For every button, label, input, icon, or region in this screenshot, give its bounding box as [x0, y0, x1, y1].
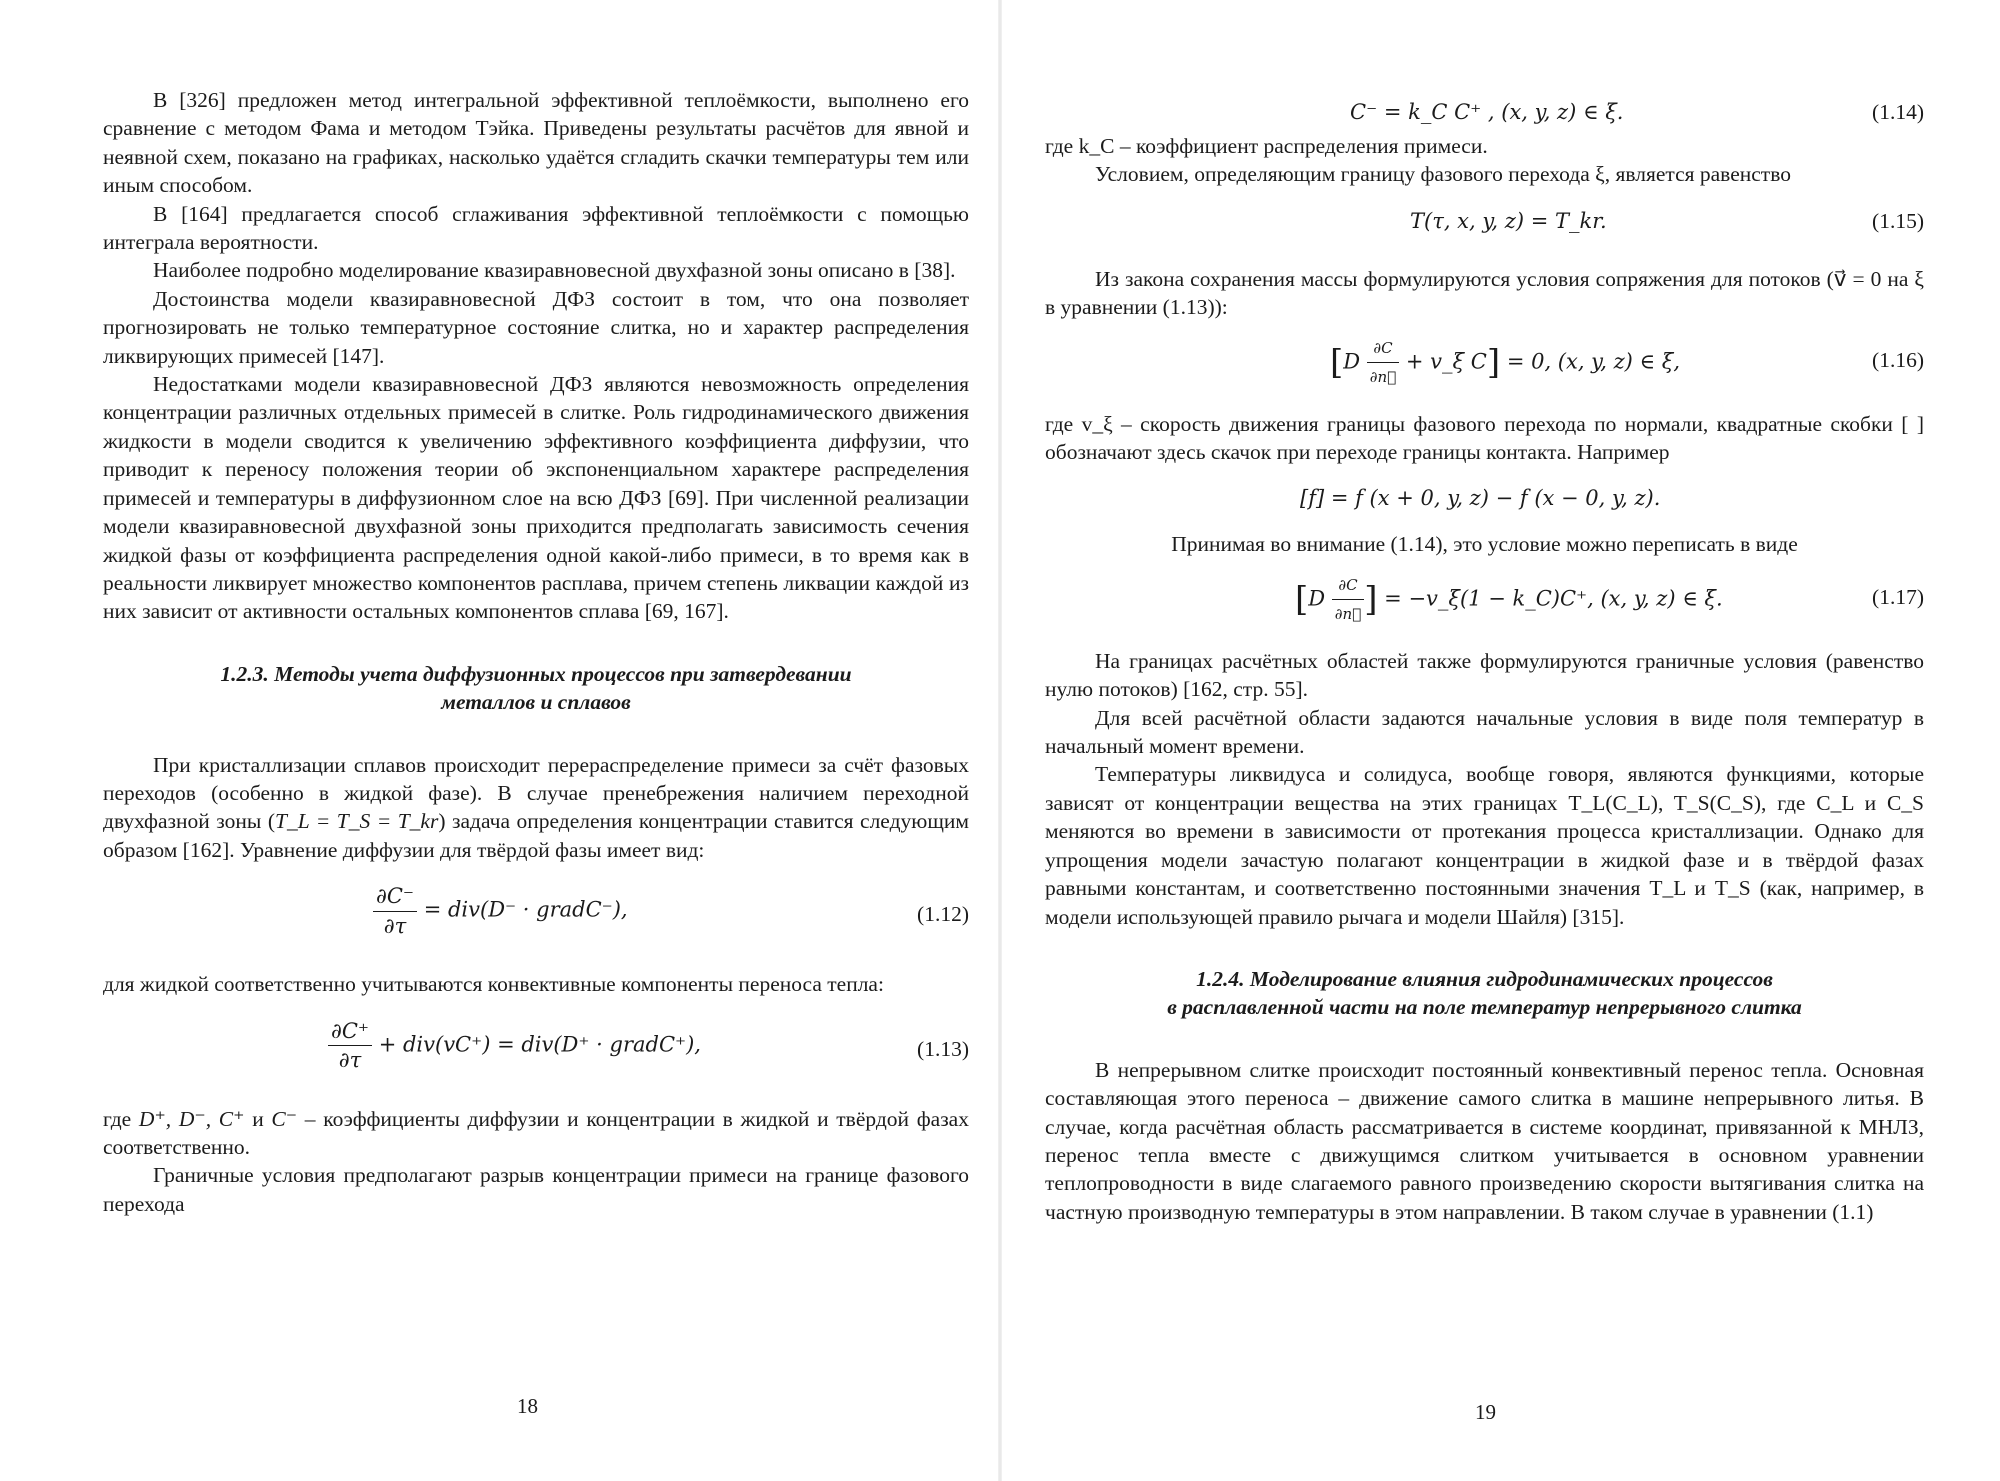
- equation-number: (1.14): [1872, 100, 1924, 124]
- paragraph: Температуры ликвидуса и солидуса, вообще говоря, являются функциями, которые зависят от концентрации вещества на этих границах T_L(C_L), T_S(C_S), где C_L и C_S меняются во времени в зависимости от протекания процесса кристаллизации. Однако для упрощения модели зачастую полагают концентрации в жидкой фазе и в твёрдой фазах равными константам, и соответственно постоянными значения T_L и T_S (как, например, в модели использующей правило рычага и модели Шайля) [315].: [1045, 762, 1924, 929]
- paragraph: При кристаллизации сплавов происходит перераспределение примеси за счёт фазовых переходов (особенно в жидкой фазе). В случае пренебрежения наличием переходной двухфазной зоны (T_L = T_S = T_kr) задача определения концентрации ставится следующим образом [162]. Уравнение диффузии для твёрдой фазы имеет вид:: [103, 752, 969, 862]
- equation-number: (1.12): [917, 902, 969, 927]
- paragraph: Из закона сохранения массы формулируются условия сопряжения для потоков (v⃗ = 0 на ξ в уравнении (1.13)):: [1045, 266, 1924, 320]
- equation-number: (1.13): [917, 1036, 969, 1061]
- page-number: 19: [1475, 1400, 1496, 1424]
- paragraph: Принимая во внимание (1.14), это условие можно переписать в виде: [1171, 532, 1798, 557]
- equation-number: (1.17): [1872, 584, 1924, 609]
- equation-1-17: [D $\frac{\partial C}{\partial n⃗}$ ] = −v_ξ(1 − k_C)C⁺, (x, y, z) ∈ ξ. (1.17): [1045, 571, 1924, 623]
- inline-math: T_L = T_S = T_kr: [274, 809, 439, 834]
- equation-number: (1.16): [1872, 347, 1924, 372]
- paragraph: В [326] предложен метод интегральной эффективной теплоёмкости, выполнено его сравнение с методом Фама и методом Тэйка. Приведены результаты расчётов для явной и неявной схем, показано на графиках, насколько удаётся сгладить скачки температуры тем или иным способом.: [103, 88, 969, 198]
- paragraph: Наиболее подробно моделирование квазиравновесной двухфазной зоны описано в [38].: [153, 258, 956, 283]
- page-number: 18: [517, 1394, 538, 1418]
- paragraph: где k_C – коэффициент распределения примеси.: [1045, 134, 1488, 158]
- paragraph: В [164] предлагается способ сглаживания эффективной теплоёмкости с помощью интеграла вероятности.: [103, 201, 969, 255]
- equation-1-15: T(τ, x, y, z) = T_kr. (1.15): [1045, 201, 1924, 241]
- equation-number: (1.15): [1872, 208, 1924, 233]
- right-text-column: [1045, 92, 1924, 1226]
- paragraph: Достоинства модели квазиравновесной ДФЗ состоит в том, что она позволяет прогнозировать не только температурное состояние слитка, но и характер распределения ликвирующих примесей [147].: [103, 286, 969, 368]
- section-heading-1-2-3: 1.2.3. Методы учета диффузионных процессов при затвердевании металлов и сплавов: [220, 661, 852, 715]
- equation-1-13: $\frac{\partial C^+}{\partial\tau}$ + div(vC⁺) = div(D⁺ · gradC⁺), (1.13): [103, 1011, 969, 1093]
- paragraph: Для всей расчётной области задаются начальные условия в виде поля температур в начальный момент времени.: [1045, 705, 1924, 759]
- paragraph: Недостатками модели квазиравновесной ДФЗ являются невозможность определения концентрации различных отдельных примесей в слитке. Роль гидродинамического движения жидкости в модели сводится к увеличению эффективного коэффициента диффузии, что приводит к переносу положения теории об экспоненциальном характере распределения примесей и температуры в диффузионном слое на всю ДФЗ [69]. При численной реализации модели квазиравновесной двухфазной зоны приходится предполагать зависимость сечения жидкой фазы от коэффициента распределения одной какой-либо примеси, в то время как в реальности ликвирует множество компонентов расплава, причем степень ликвации каждой из них зависит от активности остальных компонентов сплава [69, 167].: [103, 372, 969, 624]
- paragraph: где v_ξ – скорость движения границы фазового перехода по нормали, квадратные скобки [ ] обозначают здесь скачок при переходе границы контакта. Например: [1045, 411, 1924, 465]
- paragraph: для жидкой соответственно учитываются конвективные компоненты переноса тепла:: [103, 972, 884, 997]
- paragraph: Граничные условия предполагают разрыв концентрации примеси на границе фазового перехода: [103, 1163, 969, 1216]
- equation-1-12: $\frac{\partial C^-}{\partial\tau}$ = div(D⁻ · gradC⁻), (1.12): [103, 876, 969, 958]
- paragraph: где D⁺, D⁻, C⁺ и C⁻ – коэффициенты диффузии и концентрации в жидкой и твёрдой фазах соответственно.: [103, 1106, 969, 1159]
- equation-1-16: [D $\frac{\partial C}{\partial n⃗}$ + v_ξ C] = 0, (x, y, z) ∈ ξ, (1.16): [1045, 334, 1924, 386]
- equation-1-14: C⁻ = k_C C⁺ , (x, y, z) ∈ ξ. (1.14): [1045, 92, 1924, 132]
- section-heading-1-2-4: 1.2.4. Моделирование влияния гидродинамических процессов в расплавленной части на поле температур непрерывного слитка: [1167, 966, 1802, 1020]
- right-page: [1000, 0, 2000, 1481]
- paragraph: На границах расчётных областей также формулируются граничные условия (равенство нулю потоков) [162, стр. 55].: [1045, 648, 1924, 702]
- left-text-column: [103, 86, 969, 1218]
- paragraph: В непрерывном слитке происходит постоянный конвективный перенос тепла. Основная составляющая этого переноса – движение самого слитка в машине непрерывного литья. В случае, когда расчётная область рассматривается в системе координат, привязанной к МНЛЗ, перенос тепла вместе с движущимся слитком учитывается в основном уравнении теплопроводности в виде слагаемого равного произведению скорости вытягивания слитка на частную производную температуры в этом направлении. В таком случае в уравнении (1.1): [1045, 1057, 1924, 1224]
- paragraph: Условием, определяющим границу фазового перехода ξ, является равенство: [1095, 162, 1791, 187]
- equation-jump: [f] = f (x + 0, y, z) − f (x − 0, y, z).: [1300, 486, 1661, 511]
